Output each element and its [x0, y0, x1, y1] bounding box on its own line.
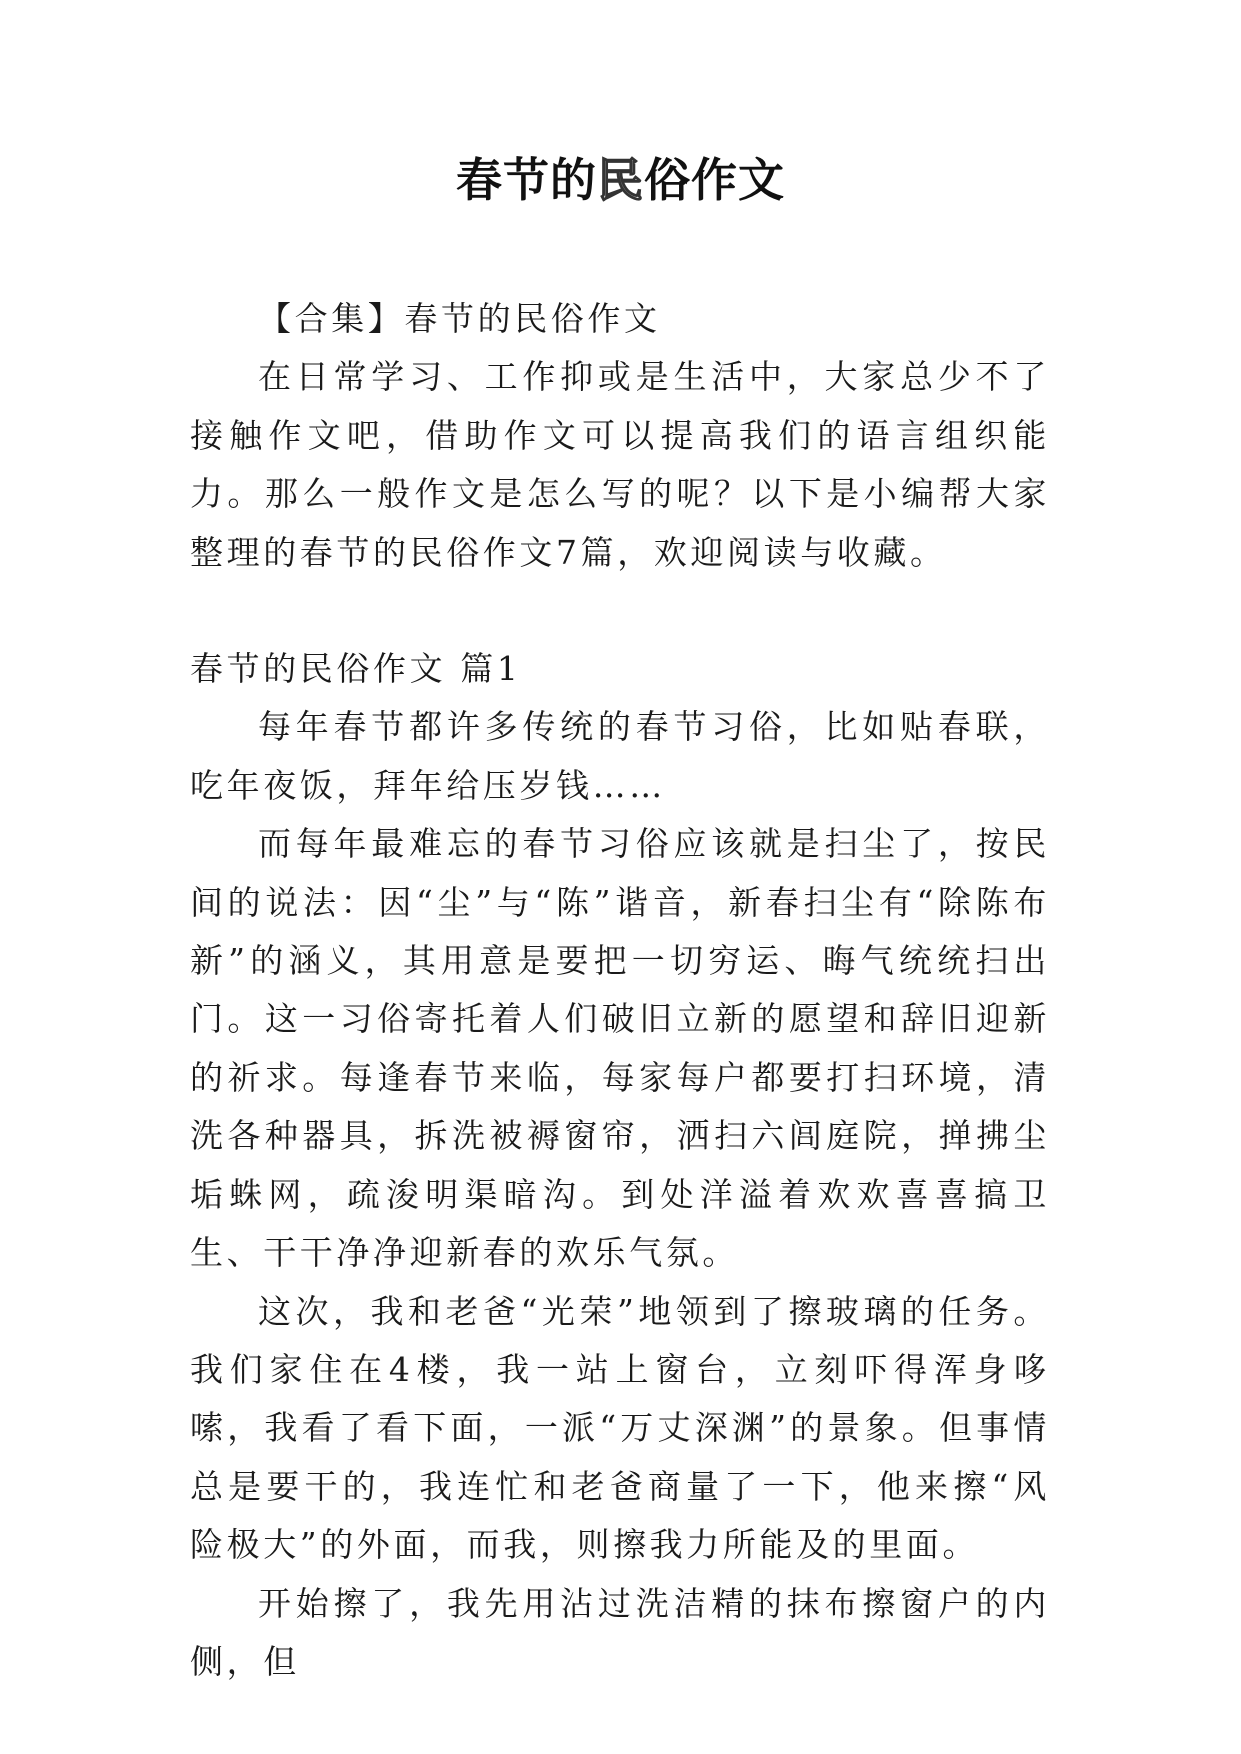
collection-line: 【合集】春节的民俗作文 — [258, 299, 661, 338]
body-paragraph: 而每年最难忘的春节习俗应该就是扫尘了，按民间的说法：因“尘”与“陈”谐音，新春扫尘有“除陈布新”的涵义，其用意是要把一切穷运、晦气统统扫出门。这一习俗寄托着人们破旧立新的愿望和辞旧迎新的祈求。每逢春节来临，每家每户都要打扫环境，清洗各种器具，拆洗被褥窗帘，洒扫六闾庭院，掸拂尘垢蛛网，疏浚明渠暗沟。到处洋溢着欢欢喜喜搞卫生、干干净净迎新春的欢乐气氛。 — [190, 824, 1050, 1273]
document-body — [190, 290, 1050, 1691]
body-paragraph: 每年春节都许多传统的春节习俗，比如贴春联，吃年夜饭，拜年给压岁钱…… — [190, 707, 1050, 805]
title-hollow-character: 民 — [597, 153, 644, 207]
title-part-1: 春节的 — [456, 153, 597, 207]
document-title — [0, 150, 1241, 210]
body-paragraph: 开始擦了，我先用沾过洗洁精的抹布擦窗户的内侧，但 — [190, 1583, 1050, 1681]
section-heading: 春节的民俗作文 篇1 — [190, 649, 522, 689]
title-part-2: 俗作文 — [644, 153, 785, 207]
intro-paragraph: 在日常学习、工作抑或是生活中，大家总少不了接触作文吧，借助作文可以提高我们的语言组织能力。那么一般作文是怎么写的呢？以下是小编帮大家整理的春节的民俗作文7篇，欢迎阅读与收藏。 — [190, 357, 1050, 572]
body-paragraph: 这次，我和老爸“光荣”地领到了擦玻璃的任务。我们家住在4楼，我一站上窗台，立刻吓得浑身哆嗦，我看了看下面，一派“万丈深渊”的景象。但事情总是要干的，我连忙和老爸商量了一下，他来擦“风险极大”的外面，而我，则擦我力所能及的里面。 — [190, 1291, 1050, 1565]
